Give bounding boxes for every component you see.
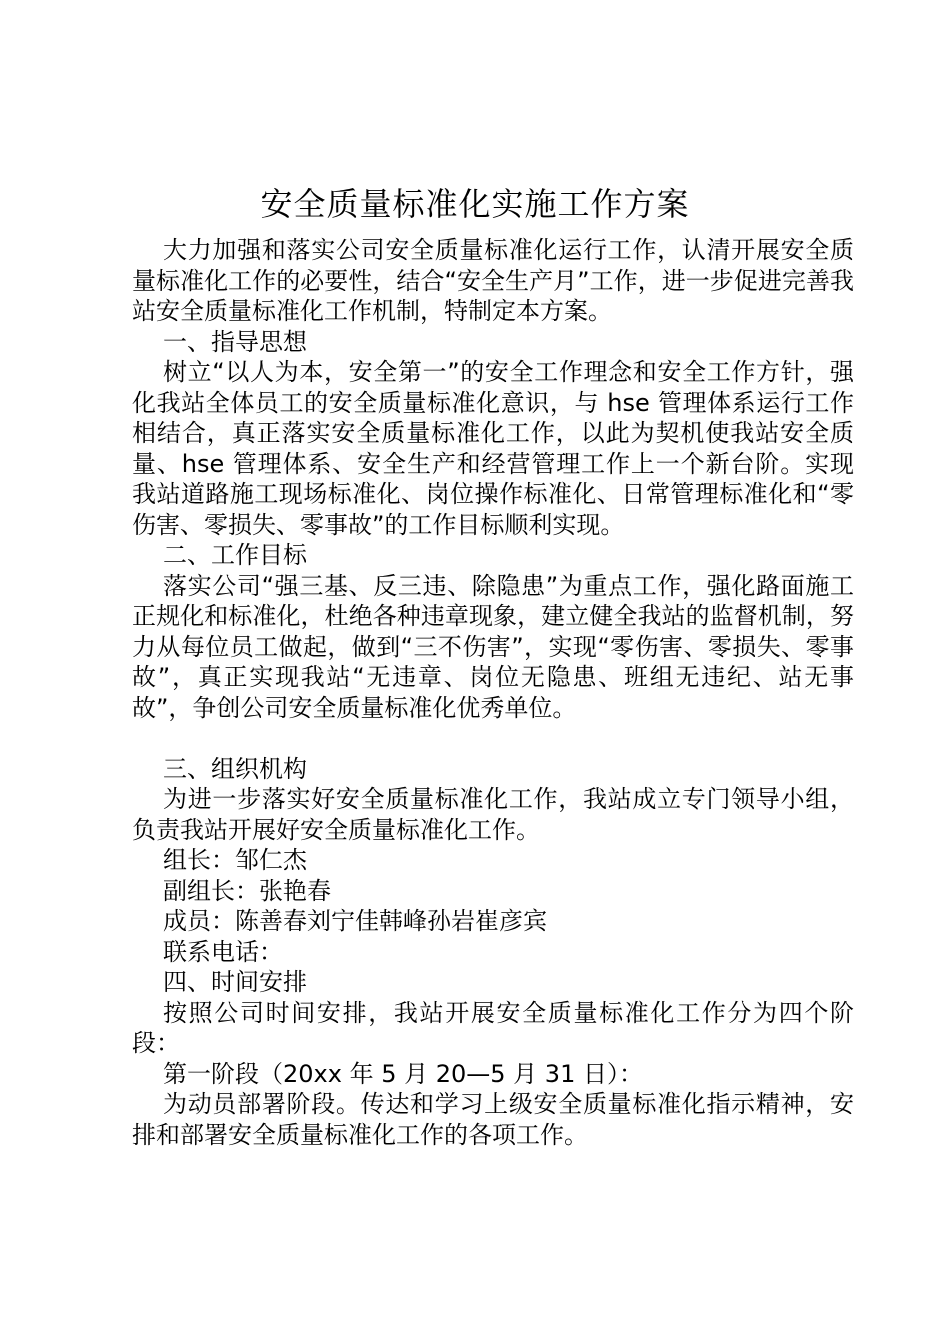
document-title: 安全质量标准化实施工作方案 (260, 185, 690, 223)
phase-one-heading: 第一阶段（20xx 年 5 月 20—5 月 31 日）： (163, 1059, 643, 1088)
section-heading-work-goals: 二、工作目标 (163, 541, 307, 569)
deputy-leader-line: 副组长：张艳春 (163, 876, 331, 905)
intro-paragraph: 大力加强和落实公司安全质量标准化运行工作，认清开展安全质量标准化工作的必要性，结合“安全生产月”工作，进一步促进完善我站安全质量标准化工作机制，特制定本方案。 (132, 236, 854, 325)
work-goals-paragraph: 落实公司“强三基、反三违、除隐患”为重点工作，强化路面施工正规化和标准化，杜绝各种违章现象，建立健全我站的监督机制，努力从每位员工做起，做到“三不伤害”，实现“零伤害、零损失、零事故”，真正实现我站“无违章、岗位无隐患、班组无违纪、站无事故”，争创公司安全质量标准化优秀单位。 (132, 571, 854, 722)
team-leader-line: 组长：邹仁杰 (163, 846, 307, 874)
section-heading-guiding-ideology: 一、指导思想 (163, 327, 307, 356)
section-heading-organization: 三、组织机构 (163, 754, 307, 783)
contact-phone-line: 联系电话： (163, 937, 283, 966)
schedule-paragraph: 按照公司时间安排，我站开展安全质量标准化工作分为四个阶段： (132, 998, 854, 1057)
section-heading-schedule: 四、时间安排 (163, 968, 307, 996)
phase-one-paragraph: 为动员部署阶段。传达和学习上级安全质量标准化指示精神，安排和部署安全质量标准化工作的各项工作。 (132, 1090, 854, 1149)
document-body (132, 235, 854, 1150)
guiding-ideology-paragraph: 树立“以人为本，安全第一”的安全工作理念和安全工作方针，强化我站全体员工的安全质量标准化意识，与 hse 管理体系运行工作相结合，真正落实安全质量标准化工作，以此为契机使我站安全质量、hse 管理体系、安全生产和经营管理工作上一个新台阶。实现我站道路施工现场标准化、岗位操作标准化、日常管理标准化和“零伤害、零损失、零事故”的工作目标顺利实现。 (132, 358, 854, 539)
organization-paragraph: 为进一步落实好安全质量标准化工作，我站成立专门领导小组，负责我站开展好安全质量标准化工作。 (132, 785, 854, 844)
members-line: 成员：陈善春刘宁佳韩峰孙岩崔彦宾 (163, 907, 547, 935)
blank-line (132, 723, 854, 754)
